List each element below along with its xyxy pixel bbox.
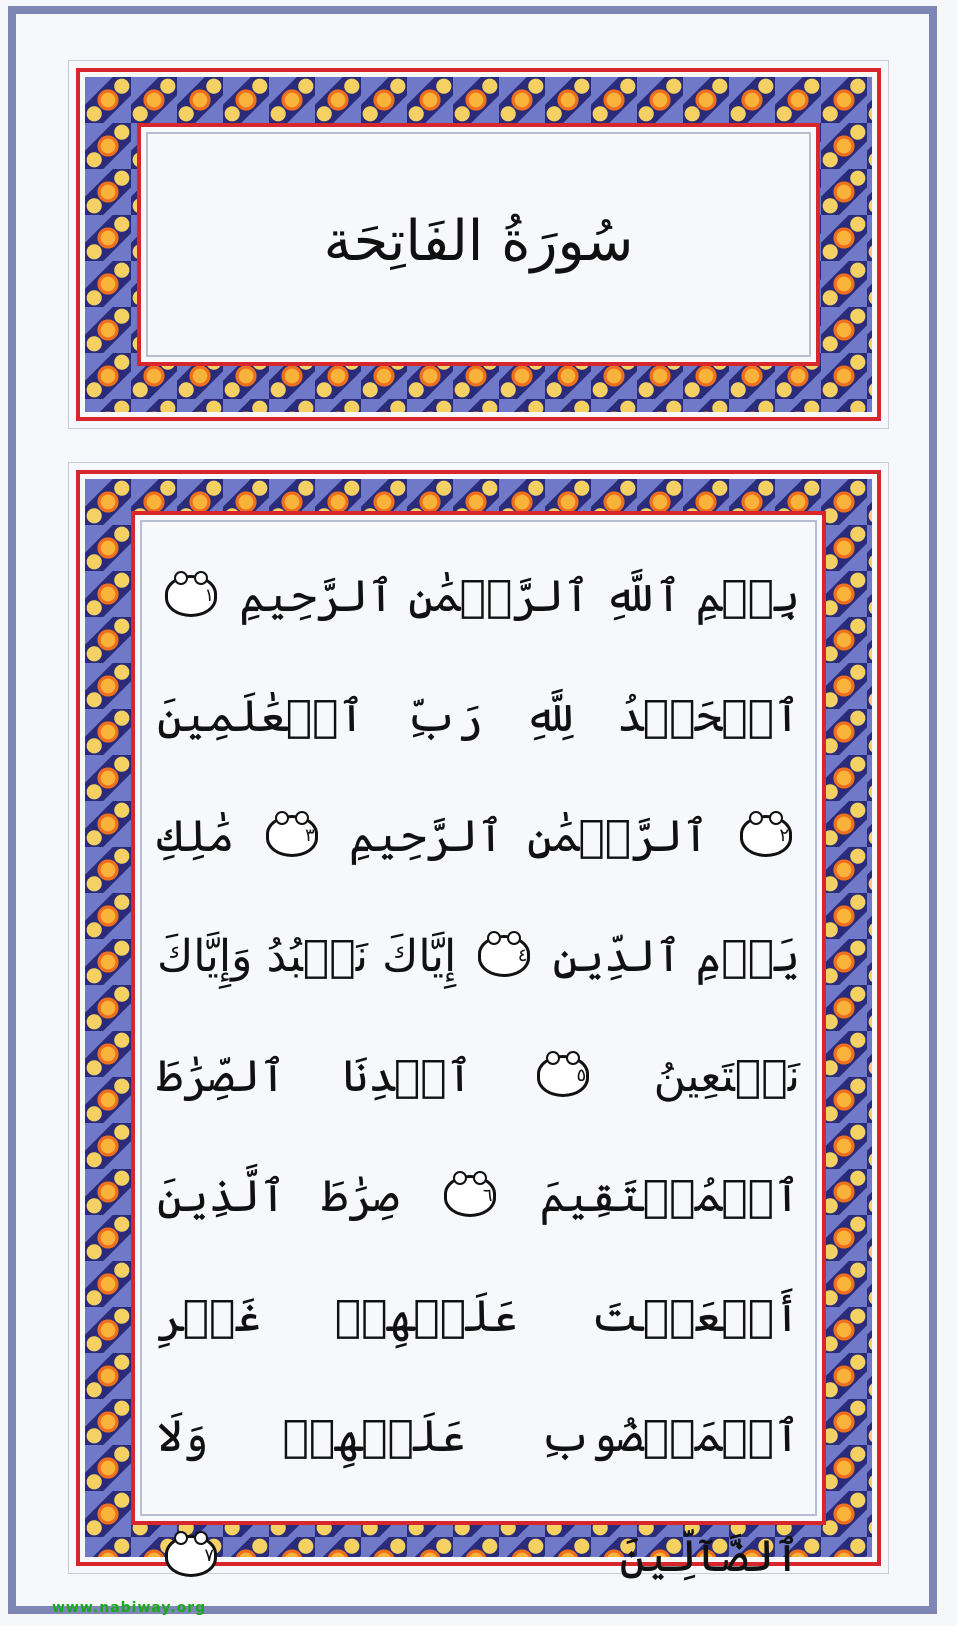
verse-number-marker: ٧ bbox=[165, 1535, 217, 1577]
verse-number-marker: ٢ bbox=[740, 815, 792, 857]
verse-text: ٱلرَّحۡمَٰنِ ٱلرَّحِيمِ bbox=[348, 811, 709, 862]
title-panel bbox=[68, 60, 889, 429]
verses-block bbox=[157, 537, 801, 1582]
verse-number-marker: ٤ bbox=[478, 935, 530, 977]
site-watermark: www.nabiway.org bbox=[52, 1600, 207, 1616]
verse-text: صِرَٰطَ ٱلَّذِينَ أَنۡعَمۡتَ عَلَيۡهِمۡ غَيۡرِ ٱلۡمَغۡضُوبِ عَلَيۡهِمۡ وَلَا ٱلضَّآلِّينَ bbox=[157, 1171, 800, 1582]
verse-number-marker: ١ bbox=[165, 575, 217, 617]
verse-text: بِسۡمِ ٱللَّهِ ٱلرَّحۡمَٰنِ ٱلرَّحِيمِ bbox=[239, 571, 800, 622]
verse-text: مَٰلِكِ يَوۡمِ ٱلدِّينِ bbox=[157, 811, 801, 982]
surah-title: سُورَةُ الفَاتِحَة bbox=[323, 209, 634, 274]
verse-text: إِيَّاكَ نَعۡبُدُ وَإِيَّاكَ نَسۡتَعِينُ bbox=[157, 931, 800, 1102]
verse-number-marker: ٦ bbox=[444, 1175, 496, 1217]
verses-text-area bbox=[131, 511, 826, 1582]
verses-panel bbox=[68, 462, 889, 1582]
title-cartouche bbox=[137, 123, 820, 366]
verse-number-marker: ٣ bbox=[266, 815, 318, 857]
verse-number-marker: ٥ bbox=[537, 1055, 589, 1097]
verse-text: ٱلۡحَمۡدُ لِلَّهِ رَبِّ ٱلۡعَٰلَمِينَ bbox=[157, 691, 800, 742]
verse-text: ٱهۡدِنَا ٱلصِّرَٰطَ ٱلۡمُسۡتَقِيمَ bbox=[157, 1051, 800, 1222]
